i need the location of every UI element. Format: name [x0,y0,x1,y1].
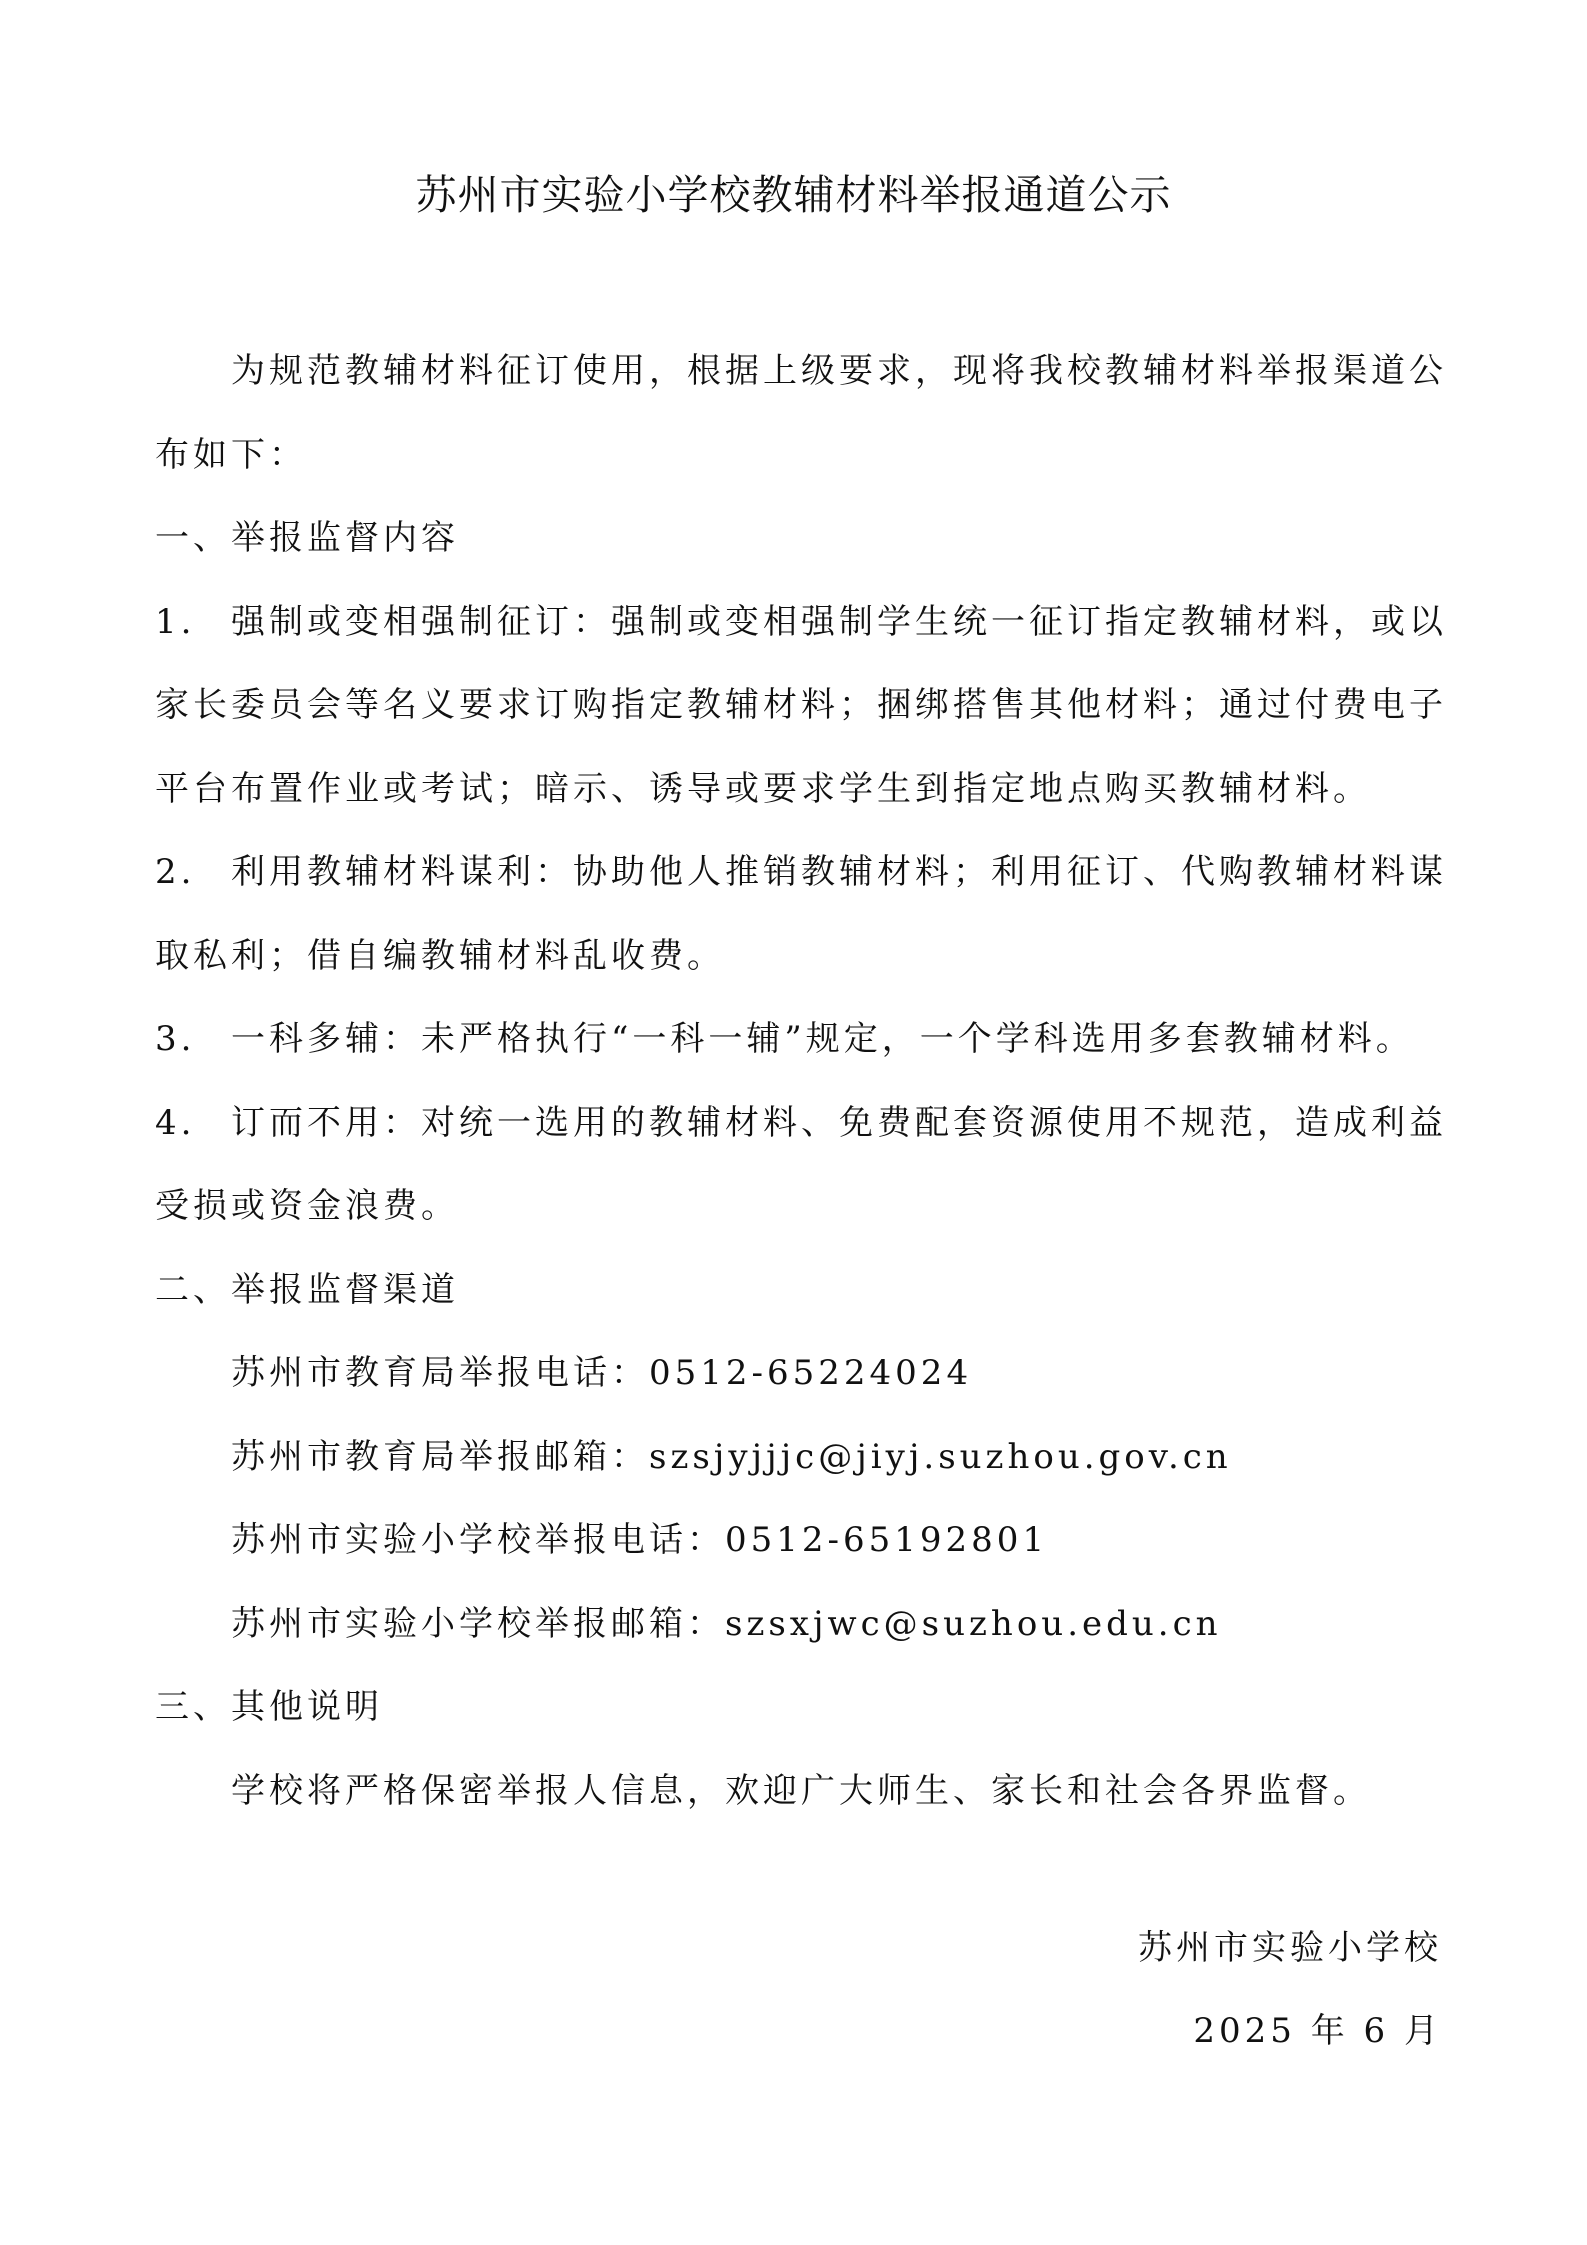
section3-heading: 三、其他说明 [155,1687,383,1727]
signature-date: 2025 年 6 月 [1193,2011,1442,2051]
item-1-text: 强制或变相强制征订：强制或变相强制学生统一征订指定教辅材料，或以 [231,601,1447,642]
intro-line-2: 布如下： [155,434,307,475]
item-3-text: 一科多辅：未严格执行“一科一辅”规定，一个学科选用多套教辅材料。 [231,1019,1414,1059]
channel-school-phone: 苏州市实验小学校举报电话：0512-65192801 [231,1520,1049,1560]
item-4-line-2: 受损或资金浪费。 [155,1186,459,1226]
channel-school-email: 苏州市实验小学校举报邮箱：szsxjwc@suzhou.edu.cn [231,1603,1222,1644]
item-1-line-2: 家长委员会等名义要求订购指定教辅材料；捆绑搭售其他材料；通过付费电子 [155,685,1447,725]
item-4-text: 订而不用：对统一选用的教辅材料、免费配套资源使用不规范，造成利益 [231,1102,1447,1143]
item-1-line-3: 平台布置作业或考试；暗示、诱导或要求学生到指定地点购买教辅材料。 [155,768,1371,809]
section1-heading: 一、举报监督内容 [155,518,459,558]
channel-edu-email: 苏州市教育局举报邮箱：szsjyjjjc@jiyj.suzhou.gov.cn [231,1436,1232,1477]
document-body [155,330,1447,1833]
item-2-line-2: 取私利；借自编教辅材料乱收费。 [155,935,725,976]
channel-edu-phone: 苏州市教育局举报电话：0512-65224024 [231,1353,973,1393]
item-2-number: 2. [155,852,196,892]
item-2-text: 利用教辅材料谋利：协助他人推销教辅材料；利用征订、代购教辅材料谋 [231,852,1447,892]
item-3-line-1 [155,998,1440,1082]
item-2-line-1 [155,831,1447,915]
item-1-line-1 [155,581,1447,665]
document-title: 苏州市实验小学校教辅材料举报通道公示 [415,171,1172,219]
item-1-number: 1. [155,601,196,642]
intro-line-1: 为规范教辅材料征订使用，根据上级要求，现将我校教辅材料举报渠道公 [231,351,1447,391]
item-4-line-1 [155,1082,1447,1166]
section3-text: 学校将严格保密举报人信息，欢迎广大师生、家长和社会各界监督。 [231,1770,1371,1811]
signature-organization: 苏州市实验小学校 [1138,1928,1442,1968]
item-3-number: 3. [155,1019,196,1059]
item-4-number: 4. [155,1102,196,1143]
section2-heading: 二、举报监督渠道 [155,1269,459,1310]
